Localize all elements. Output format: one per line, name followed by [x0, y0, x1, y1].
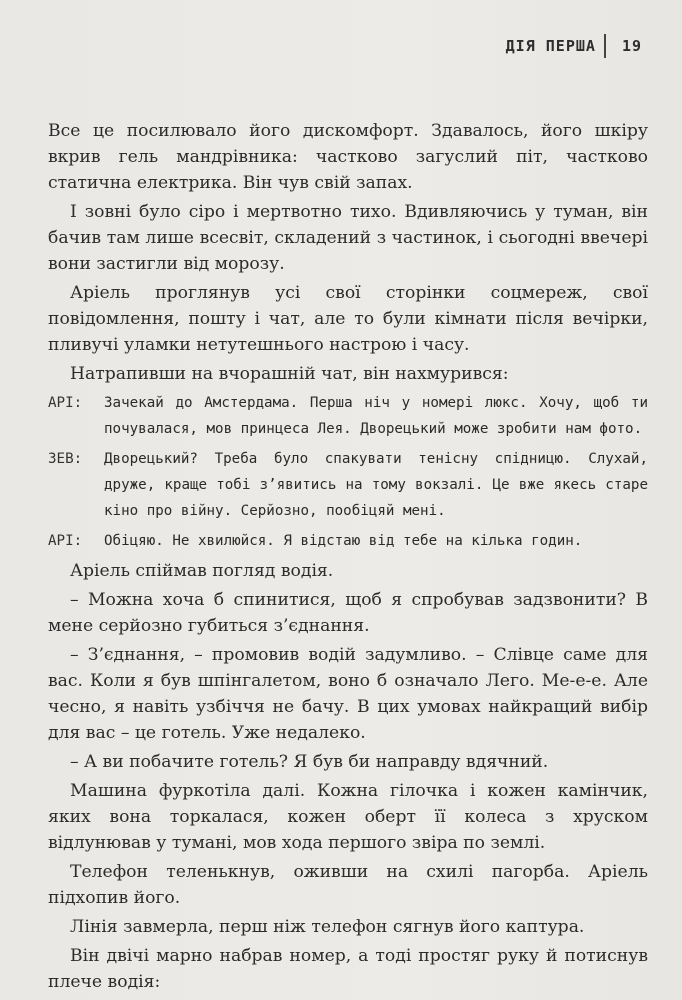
- paragraph: Аріель проглянув усі свої сторінки соцмереж, свої повідомлення, пошту і чат, але то були кімнати після вечірки, пливучі уламки нетутешнього настрою і часу.: [48, 283, 648, 355]
- paragraph: Натрапивши на вчорашній чат, він нахмурився:: [70, 364, 509, 384]
- paragraph: Все це посилювало його дискомфорт. Здавалось, його шкіру вкрив гель мандрівника: частково загуслий піт, частково статична електрика. Він чув свій запах.: [48, 121, 648, 193]
- paragraph: І зовні було сіро і мертвотно тихо. Вдивляючись у туман, він бачив там лише всесвіт, складений з частинок, і сьогодні ввечері вони застигли від морозу.: [48, 202, 648, 274]
- chat-text: Обіцяю. Не хвилюйся. Я відстаю від тебе на кілька годин.: [104, 533, 583, 549]
- chat-text: Зачекай до Амстердама. Перша ніч у номері люкс. Хочу, щоб ти почувалася, мов принцеса Лея. Дворецький може зробити нам фото.: [104, 395, 648, 437]
- body-text: [48, 118, 648, 998]
- chat-speaker: ЗЕВ:: [48, 451, 83, 467]
- paragraph: Аріель спіймав погляд водія.: [70, 561, 334, 581]
- paragraph: – А ви побачите готель? Я був би направду вдячний.: [70, 752, 549, 772]
- paragraph: Лінія завмерла, перш ніж телефон сягнув його каптура.: [70, 917, 585, 937]
- paragraph: – Можна хоча б спинитися, щоб я спробував задзвонити? В мене серйозно губиться з’єднання.: [48, 590, 648, 636]
- paragraph: – З’єднання, – промовив водій задумливо. – Слівце саме для вас. Коли я був шпінгалетом, воно б означало Лего. Ме-е-е. Але чесно, я навіть узбіччя не бачу. В цих умовах найкращий вибір для вас – це готель. Уже недалеко.: [48, 645, 648, 743]
- chat-message: [48, 446, 648, 524]
- chat-speaker: АРІ:: [48, 533, 83, 549]
- running-head: [506, 34, 642, 58]
- paragraph: Машина фуркотіла далі. Кожна гілочка і кожен камінчик, яких вона торкалася, кожен оберт її колеса з хруском відлунював у тумані, мов хода першого звіра по землі.: [48, 781, 648, 853]
- paragraph: Телефон теленькнув, оживши на схилі пагорба. Аріель підхопив його.: [48, 862, 648, 908]
- chat-message: [48, 390, 648, 442]
- page-number: 19: [621, 37, 642, 55]
- header-divider: [604, 34, 606, 58]
- paragraph: Він двічі марно набрав номер, а тоді простяг руку й потиснув плече водія:: [48, 946, 648, 992]
- chat-message: [48, 528, 648, 554]
- chat-text: Дворецький? Треба було спакувати тенісну спідницю. Слухай, друже, краще тобі з’явитись на тому вокзалі. Це вже якесь старе кіно про війну. Серйозно, пообіцяй мені.: [104, 451, 648, 519]
- chat-speaker: АРІ:: [48, 395, 83, 411]
- section-title: ДІЯ ПЕРША: [505, 37, 596, 55]
